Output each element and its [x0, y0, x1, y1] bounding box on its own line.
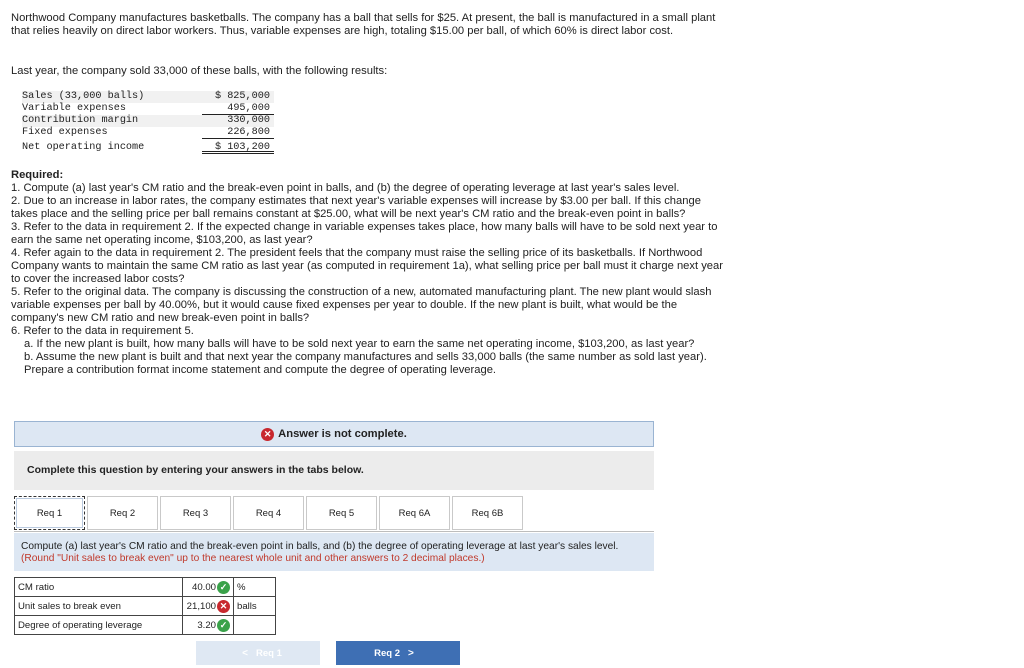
requirement-2: 2. Due to an increase in labor rates, the company estimates that next year's variable expenses will increase by $3.00 per ball. If this change takes place and the selling price per ball remains constant at $25.00, what will be next year's CM ratio and the break-even point in balls? [11, 195, 701, 220]
requirement-6: 6. Refer to the data in requirement 5. [11, 325, 194, 337]
check-circle-icon: ✓ [217, 581, 230, 594]
statement-row-sales [22, 91, 274, 103]
instruction-bar: Complete this question by entering your answers in the tabs below. [14, 451, 654, 490]
check-circle-icon: ✓ [217, 619, 230, 632]
answer-table [14, 577, 276, 635]
answer-unit: balls [234, 597, 276, 616]
chevron-right-icon: > [408, 647, 414, 659]
answer-row [15, 578, 276, 597]
requirement-6b: b. Assume the new plant is built and that next year the company manufactures and sells 33,000 balls (the same number as sold last year). Prepare a contribution format income statement and compute the degree of operating leverage. [24, 351, 707, 376]
tab-req-6b[interactable]: Req 6B [452, 496, 523, 530]
statement-label: Fixed expenses [22, 127, 108, 138]
answer-label: Degree of operating leverage [15, 616, 183, 635]
next-button-label: Req 2 [374, 647, 401, 659]
requirement-5: 5. Refer to the original data. The company is discussing the construction of a new, automated manufacturing plant. The new plant would slash variable expenses per ball by 40.00%, but it would cause fixed expenses per year to double. If the new plant is built, what would be the company's new CM ratio and new break-even point in balls? [11, 286, 712, 324]
answer-value: 3.20 [197, 619, 216, 631]
statement-label: Contribution margin [22, 115, 139, 126]
chevron-left-icon: < [242, 647, 248, 659]
cm-ratio-input[interactable] [183, 578, 234, 597]
requirements [11, 169, 723, 377]
status-banner-text: Answer is not complete. [278, 427, 407, 440]
statement-row-cm [22, 115, 274, 127]
statement-label: Sales (33,000 balls) [22, 91, 145, 102]
answer-unit [234, 616, 276, 635]
answer-row [15, 597, 276, 616]
requirement-4: 4. Refer again to the data in requirement 2. The president feels that the company must raise the selling price of its basketballs. If Northwood Company wants to maintain the same CM ratio as last year (as computed in requirement 1a), what selling price per ball must it charge next year to cover the increased labor costs? [11, 247, 723, 285]
dol-input[interactable] [183, 616, 234, 635]
tab-req-1[interactable]: Req 1 [14, 496, 85, 530]
tab-req-5[interactable]: Req 5 [306, 496, 377, 530]
answer-row [15, 616, 276, 635]
tab-req-3[interactable]: Req 3 [160, 496, 231, 530]
question-panel [14, 533, 654, 571]
income-statement [22, 91, 274, 154]
answer-label: Unit sales to break even [15, 597, 183, 616]
x-circle-icon: ✕ [217, 600, 230, 613]
prev-button[interactable] [196, 641, 320, 665]
intro-paragraph: Northwood Company manufactures basketballs. The company has a ball that sells for $25. At present, the ball is manufactured in a small plant that relies heavily on direct labor workers. Thus, variable expenses are high, totaling $15.00 per ball, of which 60% is direct labor cost. [11, 12, 716, 37]
statement-value: 226,800 [202, 127, 274, 139]
answer-label: CM ratio [15, 578, 183, 597]
problem-intro [11, 12, 723, 38]
x-circle-icon: ✕ [261, 428, 274, 441]
rounding-note: (Round "Unit sales to break even" up to the nearest whole unit and other answers to 2 decimal places.) [21, 553, 485, 564]
answer-value: 21,100 [186, 600, 216, 612]
requirement-1: 1. Compute (a) last year's CM ratio and the break-even point in balls, and (b) the degree of operating leverage at last year's sales level. [11, 182, 680, 194]
requirement-tabs [14, 496, 523, 530]
next-button[interactable] [336, 641, 460, 665]
prev-button-label: Req 1 [255, 647, 282, 659]
unit-sales-input[interactable] [183, 597, 234, 616]
statement-value: $ 103,200 [202, 142, 274, 154]
tab-req-2[interactable]: Req 2 [87, 496, 158, 530]
answer-unit: % [234, 578, 276, 597]
statement-row-fixed [22, 127, 274, 139]
required-heading: Required: [11, 169, 64, 181]
statement-value: $ 825,000 [214, 91, 270, 102]
statement-label: Variable expenses [22, 103, 126, 114]
statement-value: 495,000 [202, 103, 274, 115]
statement-row-variable [22, 103, 274, 115]
tab-divider [14, 531, 654, 532]
tab-req-6a[interactable]: Req 6A [379, 496, 450, 530]
answer-value: 40.00 [191, 581, 216, 593]
tab-req-4[interactable]: Req 4 [233, 496, 304, 530]
question-text: Compute (a) last year's CM ratio and the break-even point in balls, and (b) the degree of operating leverage at last year's sales level. [21, 541, 619, 552]
requirement-3: 3. Refer to the data in requirement 2. If the expected change in variable expenses takes place, how many balls will have to be sold next year to earn the same net operating income, $103,200, as last year? [11, 221, 718, 246]
statement-row-noi [22, 142, 274, 154]
status-banner [14, 421, 654, 447]
requirement-6a: a. If the new plant is built, how many balls will have to be sold next year to earn the same net operating income, $103,200, as last year? [24, 338, 695, 350]
intro-results-line: Last year, the company sold 33,000 of these balls, with the following results: [11, 65, 388, 77]
statement-value: 330,000 [227, 115, 270, 126]
statement-label: Net operating income [22, 142, 145, 153]
